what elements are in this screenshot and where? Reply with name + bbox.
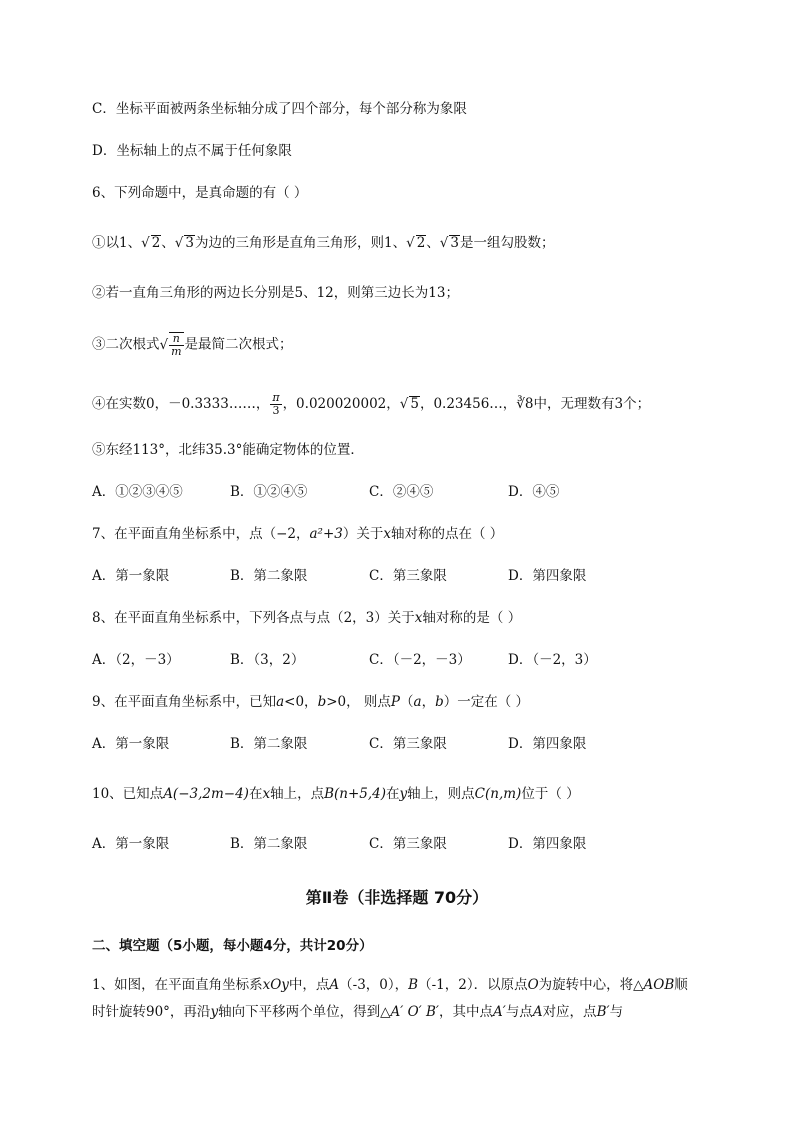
text: 轴上，则点 [407, 786, 475, 802]
q7-option-b[interactable]: B．第二象限 [230, 568, 308, 584]
q9-option-b[interactable]: B．第二象限 [230, 736, 308, 752]
var-x: x [262, 786, 271, 802]
denominator: m [171, 345, 182, 358]
section-title: 第Ⅱ卷（非选择题 70分） [305, 888, 489, 907]
question-9 [92, 693, 529, 711]
text: ③二次根式 [92, 336, 160, 353]
text: 对应，点 [542, 1004, 597, 1020]
fill-question-1-line-1 [92, 976, 688, 994]
point-c: C(n,m) [474, 786, 522, 802]
text: （ [400, 694, 414, 710]
point-b: B(n+5,4) [324, 786, 387, 802]
sqrt-3b: √ 3 [439, 235, 459, 251]
statement-1 [92, 234, 555, 252]
var-y: y [210, 1004, 219, 1020]
text: ，0.020020002， [282, 396, 400, 412]
q6-option-c[interactable]: C．②④⑤ [369, 484, 434, 500]
text: ，其中点 [438, 1004, 493, 1020]
text: 顺 [674, 977, 688, 993]
text: ， [421, 694, 436, 710]
text: 10、已知点 [92, 786, 164, 802]
q10-option-c[interactable]: C．第三象限 [369, 836, 447, 852]
text: 中，点 [288, 977, 330, 993]
text: （-1，2）．以原点 [418, 977, 528, 993]
var-a: A [329, 977, 340, 993]
var-a-prime: A′ [492, 1004, 506, 1020]
option-d-statement: D．坐标轴上的点不属于任何象限 [92, 143, 292, 159]
text: 为旋转中心，将△ [538, 977, 644, 993]
text: 轴对称的是（ ） [422, 610, 522, 626]
q7-option-a[interactable]: A．第一象限 [92, 568, 170, 584]
text: ）一定在（ ） [443, 694, 530, 710]
text: 1、如图，在平面直角坐标系 [92, 977, 263, 993]
q10-option-d[interactable]: D．第四象限 [508, 836, 587, 852]
radicand: 3 [450, 235, 459, 251]
text: ④在实数0，－0.3333……， [92, 396, 270, 412]
text: ）关于 [342, 526, 384, 542]
q6-option-d[interactable]: D．④⑤ [508, 484, 560, 500]
q9-option-d[interactable]: D．第四象限 [508, 736, 587, 752]
var-aob: AOB [643, 977, 675, 993]
sqrt-2: √ 2 [141, 235, 161, 251]
sqrt-5: √ 5 [399, 396, 419, 412]
expression: a²+3 [309, 526, 343, 542]
text: 位于（ ） [521, 786, 580, 802]
radicand: 3 [185, 235, 194, 251]
q9-option-a[interactable]: A．第一象限 [92, 736, 170, 752]
text: 轴对称的点在（ ） [391, 526, 504, 542]
var-b: B [408, 977, 419, 993]
option-c-statement: C．坐标平面被两条坐标轴分成了四个部分，每个部分称为象限 [92, 101, 467, 117]
statement-3 [92, 332, 293, 358]
sqrt-3: √ 3 [174, 235, 194, 251]
q8-option-a[interactable]: A．（2，－3） [92, 652, 180, 668]
var-o: O [527, 977, 539, 993]
text: ，0.23456…， [419, 396, 517, 412]
var-y: y [399, 786, 408, 802]
text: 7、在平面直角坐标系中，点（−2， [92, 526, 310, 542]
question-10 [92, 785, 580, 803]
text: 在 [386, 786, 400, 802]
text: ①以1、 [92, 235, 142, 251]
var-b-prime: B′ [596, 1004, 610, 1020]
text: <0， [284, 694, 318, 710]
text: 在 [248, 786, 263, 802]
statement-4 [92, 392, 650, 417]
text: 是一组勾股数； [460, 235, 555, 251]
question-6: 6、下列命题中，是真命题的有（ ） [92, 185, 308, 201]
q10-option-b[interactable]: B．第二象限 [230, 836, 308, 852]
text: 中，无理数有3个； [533, 396, 651, 412]
sqrt-fraction: √ $\frac{n}{m}$ [159, 332, 182, 358]
statement-2: ②若一直角三角形的两边长分别是5、12，则第三边长为13； [92, 285, 459, 301]
text: 轴向下平移两个单位，得到△ [218, 1004, 391, 1020]
var-x: x [383, 526, 391, 542]
point-a: A(−3,2m−4) [163, 786, 249, 802]
var-triangle-prime: A′ O′ B′ [390, 1004, 439, 1020]
text: 8、在平面直角坐标系中，下列各点与点（2，3）关于 [92, 610, 415, 626]
cube-root-8: ∛8 [516, 396, 534, 412]
q8-option-d[interactable]: D．（－2，3） [508, 652, 597, 668]
var-b: b [317, 694, 327, 710]
text: 、 [161, 235, 175, 251]
text: 时针旋转90°，再沿 [92, 1004, 211, 1020]
q6-option-b[interactable]: B．①②④⑤ [230, 484, 308, 500]
denominator: 3 [272, 404, 280, 417]
question-7 [92, 525, 503, 543]
text: 与点 [505, 1004, 533, 1020]
radicand: 5 [410, 396, 419, 412]
q8-option-b[interactable]: B．（3，2） [230, 652, 305, 668]
text: 是最简二次根式； [184, 336, 293, 353]
text: 9、在平面直角坐标系中，已知 [92, 694, 277, 710]
radicand: 2 [151, 235, 161, 251]
text: 轴上，点 [270, 786, 325, 802]
var-p: P [390, 694, 401, 710]
section-subtitle: 二、填空题（5小题，每小题4分，共计20分） [92, 938, 373, 954]
text: 为边的三角形是直角三角形，则1、 [195, 235, 407, 251]
var-a: a [276, 694, 285, 710]
radicand: 2 [416, 235, 426, 251]
text: 与 [609, 1004, 624, 1020]
text: （-3，0）， [339, 977, 409, 993]
var-a: A [532, 1004, 543, 1020]
q9-option-c[interactable]: C．第三象限 [369, 736, 447, 752]
sqrt-2b: √ 2 [406, 235, 426, 251]
var-a: a [413, 694, 422, 710]
fill-question-1-line-2 [92, 1003, 623, 1021]
pi-over-3 [270, 392, 281, 417]
question-8 [92, 609, 521, 627]
q8-option-c[interactable]: C．（－2，－3） [369, 652, 471, 668]
statement-5: ⑤东经113°，北纬35.3°能确定物体的位置． [92, 442, 364, 458]
q7-option-c[interactable]: C．第三象限 [369, 568, 447, 584]
var-xoy: xOy [262, 977, 289, 993]
q10-option-a[interactable]: A．第一象限 [92, 836, 170, 852]
text: 、 [426, 235, 440, 251]
var-b: b [435, 694, 444, 710]
numerator: n [169, 333, 183, 346]
q6-option-a[interactable]: A．①②③④⑤ [92, 484, 183, 500]
numerator: π [272, 391, 280, 404]
q7-option-d[interactable]: D．第四象限 [508, 568, 587, 584]
text: >0， 则点 [326, 694, 391, 710]
var-x: x [414, 610, 423, 626]
